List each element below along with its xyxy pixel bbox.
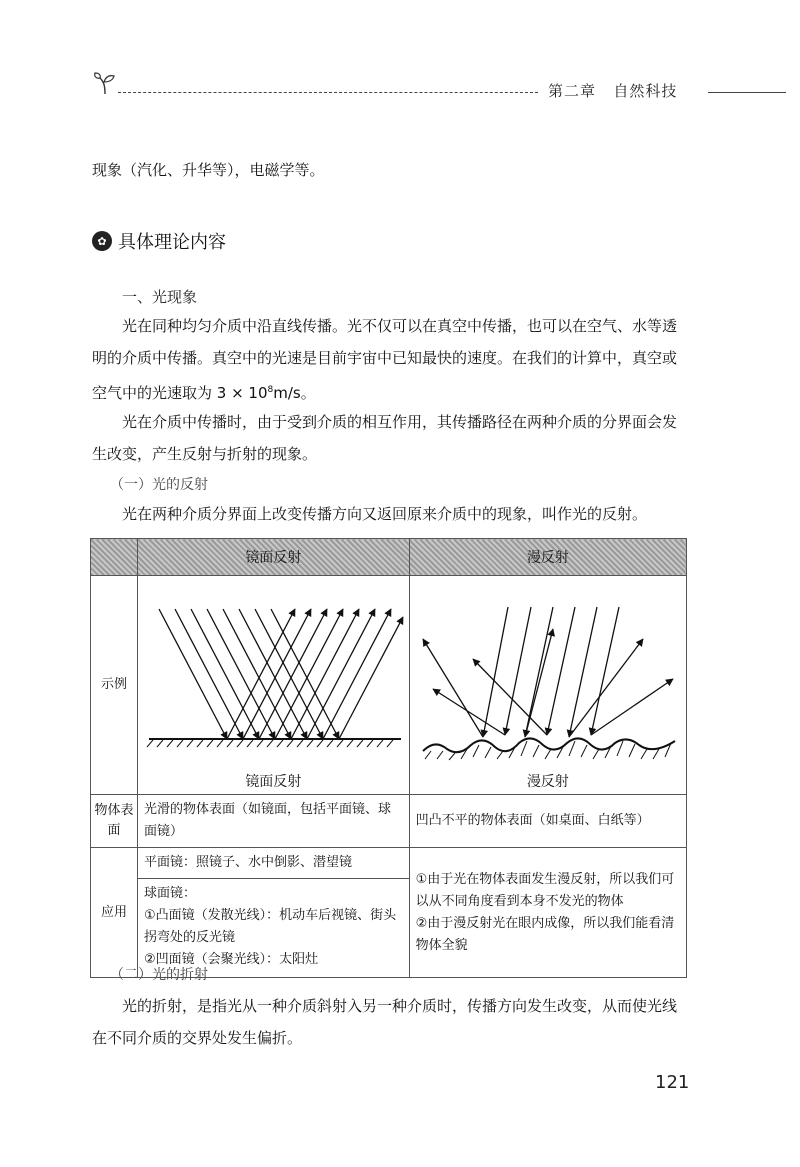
concave-mirror-use: ②凹面镜（会聚光线）：太阳灶: [144, 952, 319, 967]
light-paragraph-2: 光在介质中传播时，由于受到介质的相互作用，其传播路径在两种介质的分界面会发生改变，产生反射与折射的现象。: [92, 413, 678, 463]
decor-circle-icon: ✿: [92, 231, 112, 251]
row-label-example: 示例: [91, 576, 138, 795]
refraction-definition: 光的折射，是指光从一种介质斜射入另一种介质时，传播方向发生改变，从而使光线在不同介质的交界处发生偏折。: [92, 997, 678, 1047]
mirror-reflection-diagram: [139, 579, 407, 769]
running-header: [548, 80, 677, 101]
table-header-row: [91, 539, 687, 576]
header-rule-right: [708, 92, 786, 93]
reflection-heading: （一）光的反射: [110, 477, 208, 493]
p1-text: 光在同种均匀介质中沿直线传播。光不仅可以在真空中传播，也可以在空气、水等透明的介质中传播。真空中的光速是目前宇宙中已知最快的速度。在我们的计算中，真空或空气中的光速取为 3 × 10: [92, 317, 678, 402]
header-rule: [118, 92, 538, 93]
diffuse-use-cell: [409, 848, 686, 978]
mirror-figure-caption: 镜面反射: [245, 774, 302, 790]
diffuse-figure-cell: [409, 576, 686, 795]
sphere-mirror-use: [138, 879, 409, 977]
refraction-heading: （二）光的折射: [110, 967, 208, 983]
diffuse-surface-cell: 凹凸不平的物体表面（如桌面、白纸等）: [409, 795, 686, 848]
mirror-use-cell: [138, 848, 410, 978]
example-row: [91, 576, 687, 795]
light-paragraph-1: [92, 310, 690, 409]
col-diffuse-header: 漫反射: [409, 539, 686, 576]
col-mirror-header: 镜面反射: [138, 539, 410, 576]
diffuse-use-1: ①由于光在物体表面发生漫反射，所以我们可以从不同角度看到本身不发光的物体: [415, 871, 675, 909]
diffuse-figure-caption: 漫反射: [526, 774, 569, 790]
header-title: 自然科技: [613, 82, 678, 100]
mirror-figure-cell: [138, 576, 410, 795]
p1-exponent: 8: [267, 385, 274, 395]
convex-mirror-use: ①凸面镜（发散光线）：机动车后视镜、街头拐弯处的反光镜: [144, 908, 397, 945]
section-title: 具体理论内容: [118, 232, 226, 253]
mirror-surface-cell: 光滑的物体表面（如镜面，包括平面镜、球面镜）: [138, 795, 410, 848]
row-label-surface: 物体表面: [91, 795, 138, 848]
reflection-definition: 光在两种介质分界面上改变传播方向又返回原来介质中的现象，叫作光的反射。: [122, 505, 648, 523]
reflection-table: [90, 538, 687, 978]
diffuse-use-2: ②由于漫反射光在眼内成像，所以我们能看清物体全貌: [415, 915, 675, 953]
sphere-title: 球面镜：: [144, 886, 197, 901]
p1-end: m/s。: [273, 384, 316, 402]
use-row: [91, 848, 687, 978]
table-corner: [91, 539, 138, 576]
diffuse-reflection-diagram: [413, 579, 683, 769]
page-number: 121: [655, 1072, 690, 1093]
row-label-use: 应用: [91, 848, 138, 978]
header-chapter: 第二章: [548, 82, 597, 100]
light-heading: 一、光现象: [122, 288, 198, 306]
sprout-icon: [92, 70, 118, 96]
intro-line: 现象（汽化、升华等），电磁学等。: [92, 161, 325, 179]
surface-row: [91, 795, 687, 848]
plane-mirror-use: 平面镜：照镜子、水中倒影、潜望镜: [138, 848, 409, 879]
section-heading: [92, 228, 226, 254]
